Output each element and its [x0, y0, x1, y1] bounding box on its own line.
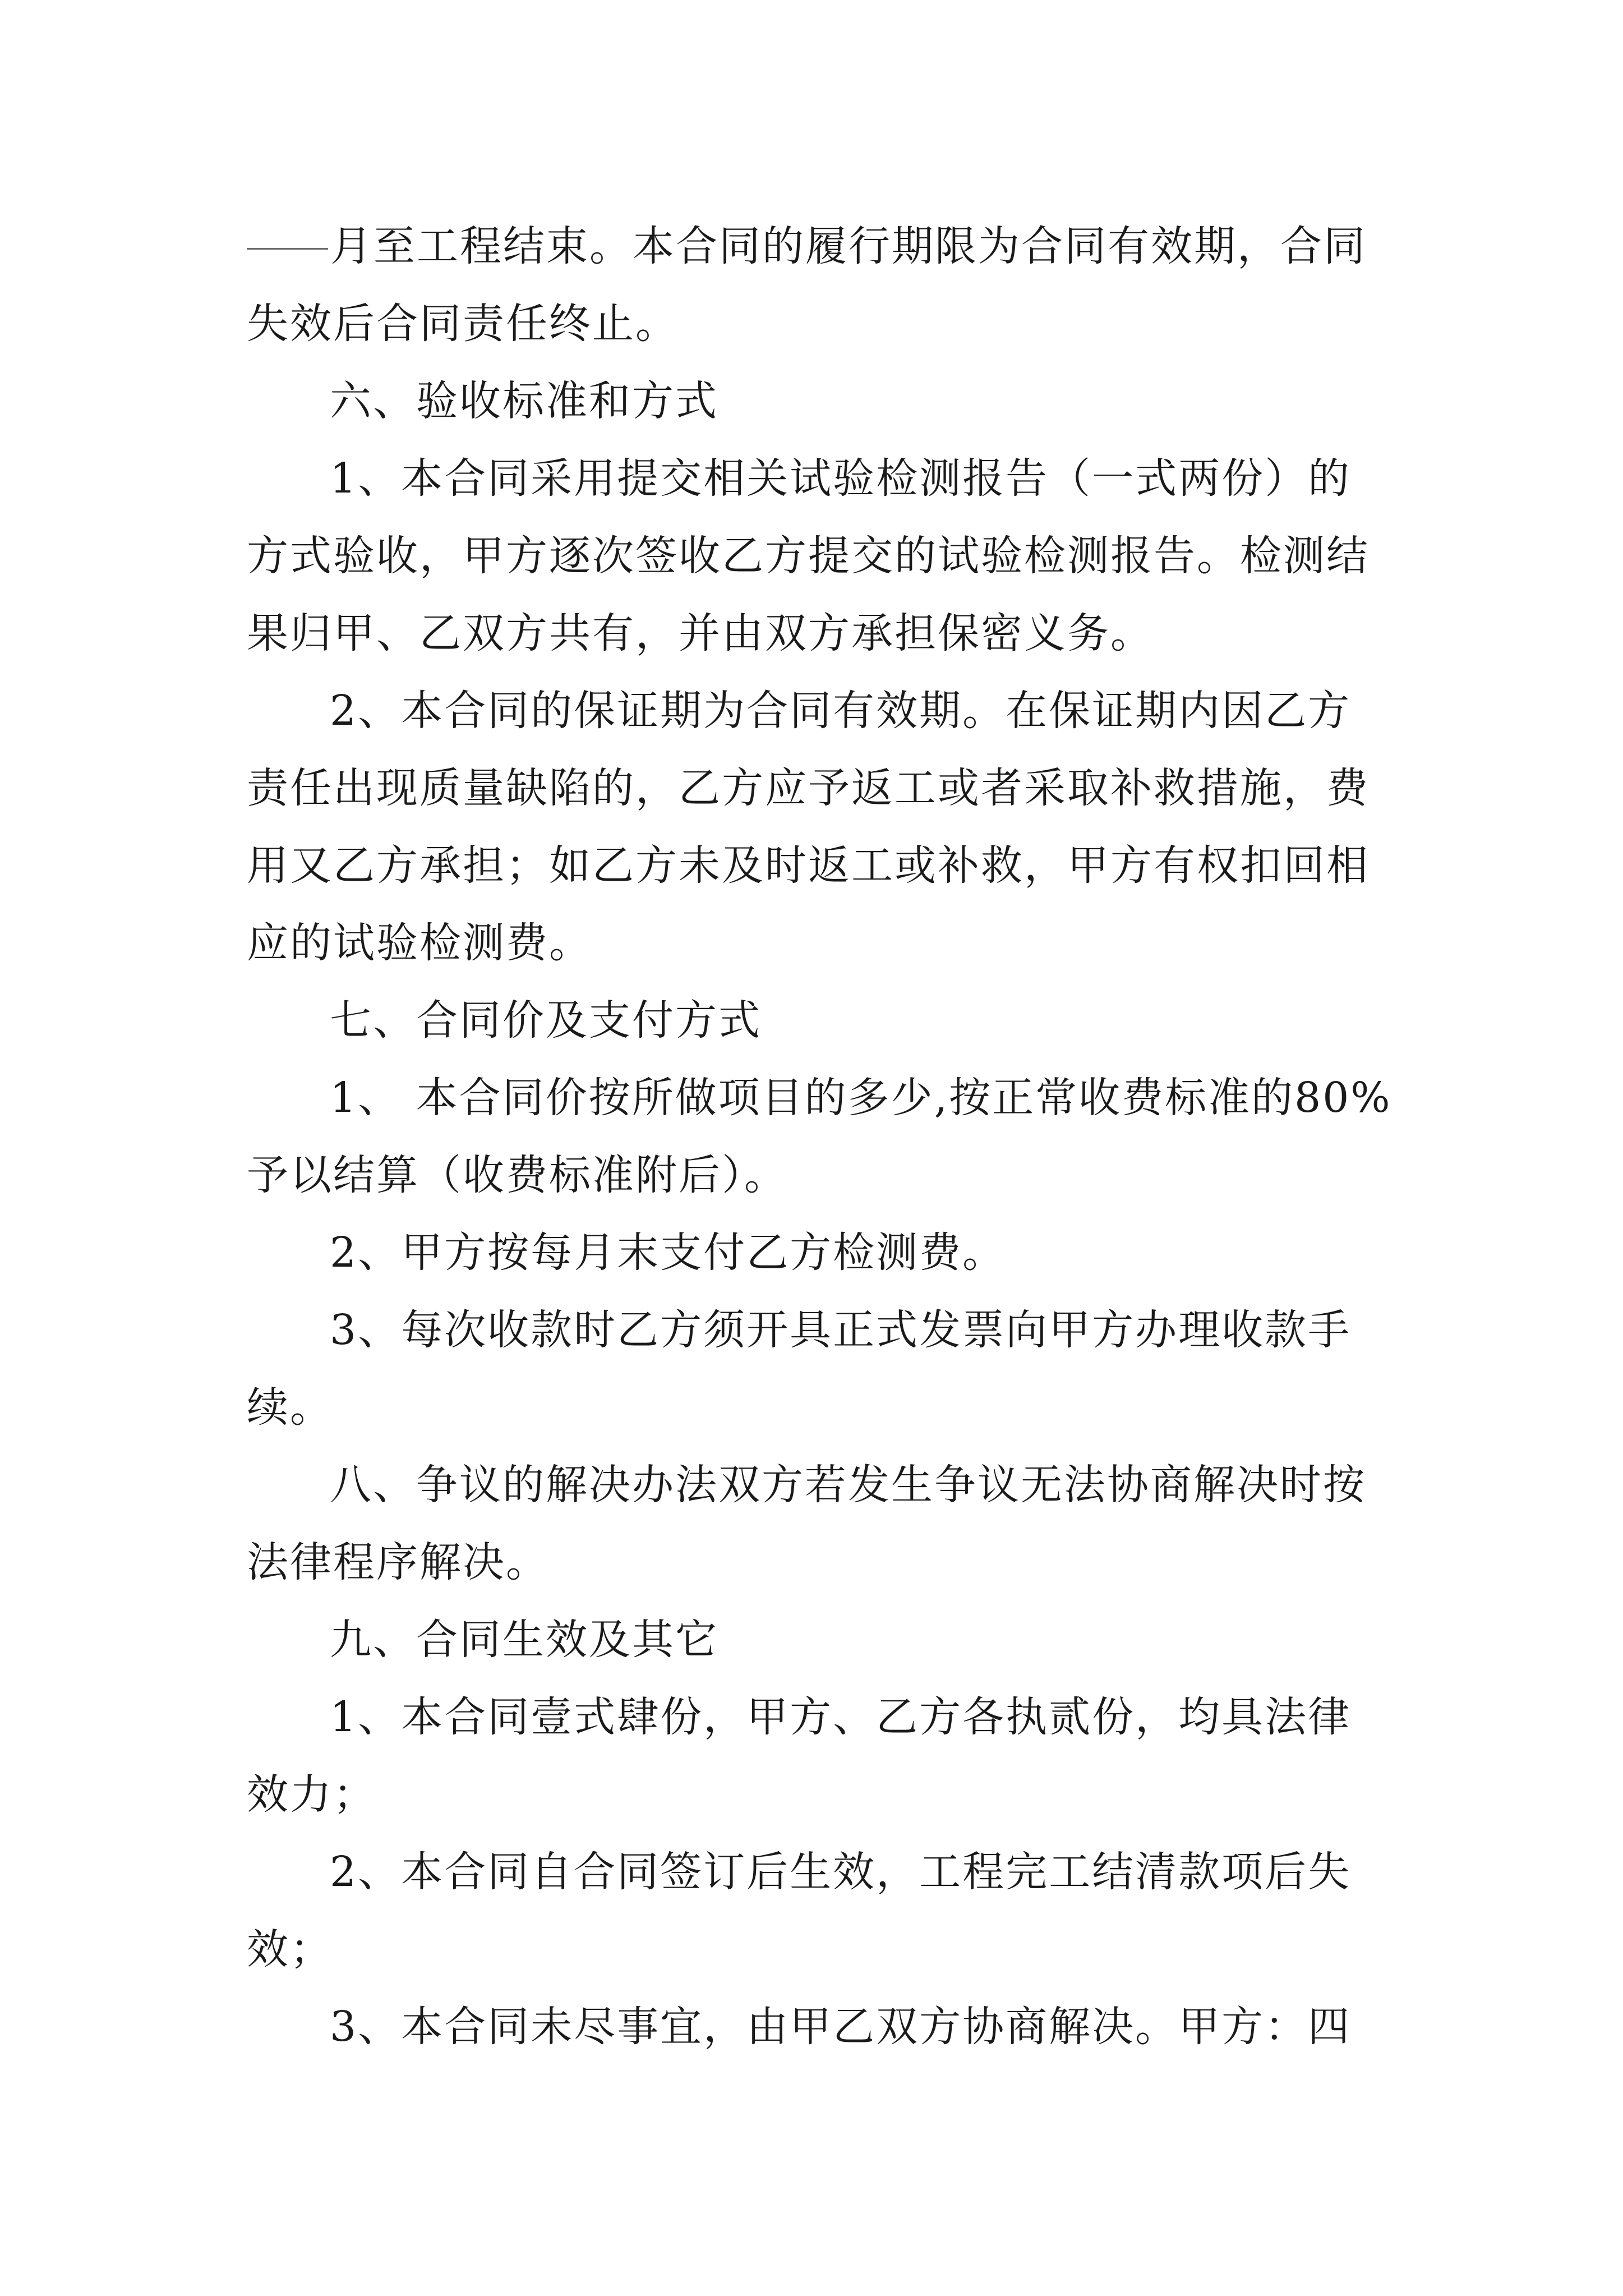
- text-line: 2、甲方按每月末支付乙方检测费。: [330, 1228, 1006, 1277]
- text-line: 1、 本合同价按所做项目的多少,按正常收费标准的80%: [330, 1074, 1392, 1122]
- text-line: 3、每次收款时乙方须开具正式发票向甲方办理收款手: [330, 1306, 1352, 1354]
- text-line: 法律程序解决。: [247, 1538, 549, 1586]
- text-line: 2、本合同自合同签订后生效，工程完工结清款项后失: [330, 1848, 1352, 1896]
- text-line: 应的试验检测费。: [247, 919, 592, 967]
- section-heading: 七、合同价及支付方式: [330, 996, 762, 1045]
- text-line: 果归甲、乙双方共有，并由双方承担保密义务。: [247, 609, 1154, 657]
- text-line: 3、本合同未尽事宜，由甲乙双方协商解决。甲方：四: [330, 2003, 1352, 2051]
- text-line: 用又乙方承担；如乙方未及时返工或补救，甲方有权扣回相: [247, 841, 1370, 890]
- text-line: 予以结算（收费标准附后）。: [247, 1151, 787, 1199]
- text-line: 责任出现质量缺陷的，乙方应予返工或者采取补救措施，费: [247, 764, 1370, 812]
- text-line: 2、本合同的保证期为合同有效期。在保证期内因乙方: [330, 687, 1352, 735]
- text-line: 方式验收，甲方逐次签收乙方提交的试验检测报告。检测结: [247, 532, 1370, 580]
- text-line: 1、本合同采用提交相关试验检测报告（一式两份）的: [330, 454, 1352, 503]
- section-heading: 八、争议的解决办法双方若发生争议无法协商解决时按: [330, 1461, 1366, 1509]
- text-line: [247, 208, 1367, 285]
- section-heading: 六、验收标准和方式: [330, 377, 718, 425]
- text-line: 效力；: [247, 1770, 376, 1819]
- text-line: 失效后合同责任终止。: [247, 300, 679, 348]
- line-text: 月至工程结束。本合同的履行期限为合同有效期，合同: [330, 222, 1367, 270]
- text-line: 续。: [247, 1383, 333, 1432]
- text-line: 效；: [247, 1925, 333, 1973]
- section-heading: 九、合同生效及其它: [330, 1616, 718, 1664]
- blank-underline: [247, 208, 328, 250]
- text-line: 1、本合同壹式肆份，甲方、乙方各执贰份，均具法律: [330, 1693, 1352, 1741]
